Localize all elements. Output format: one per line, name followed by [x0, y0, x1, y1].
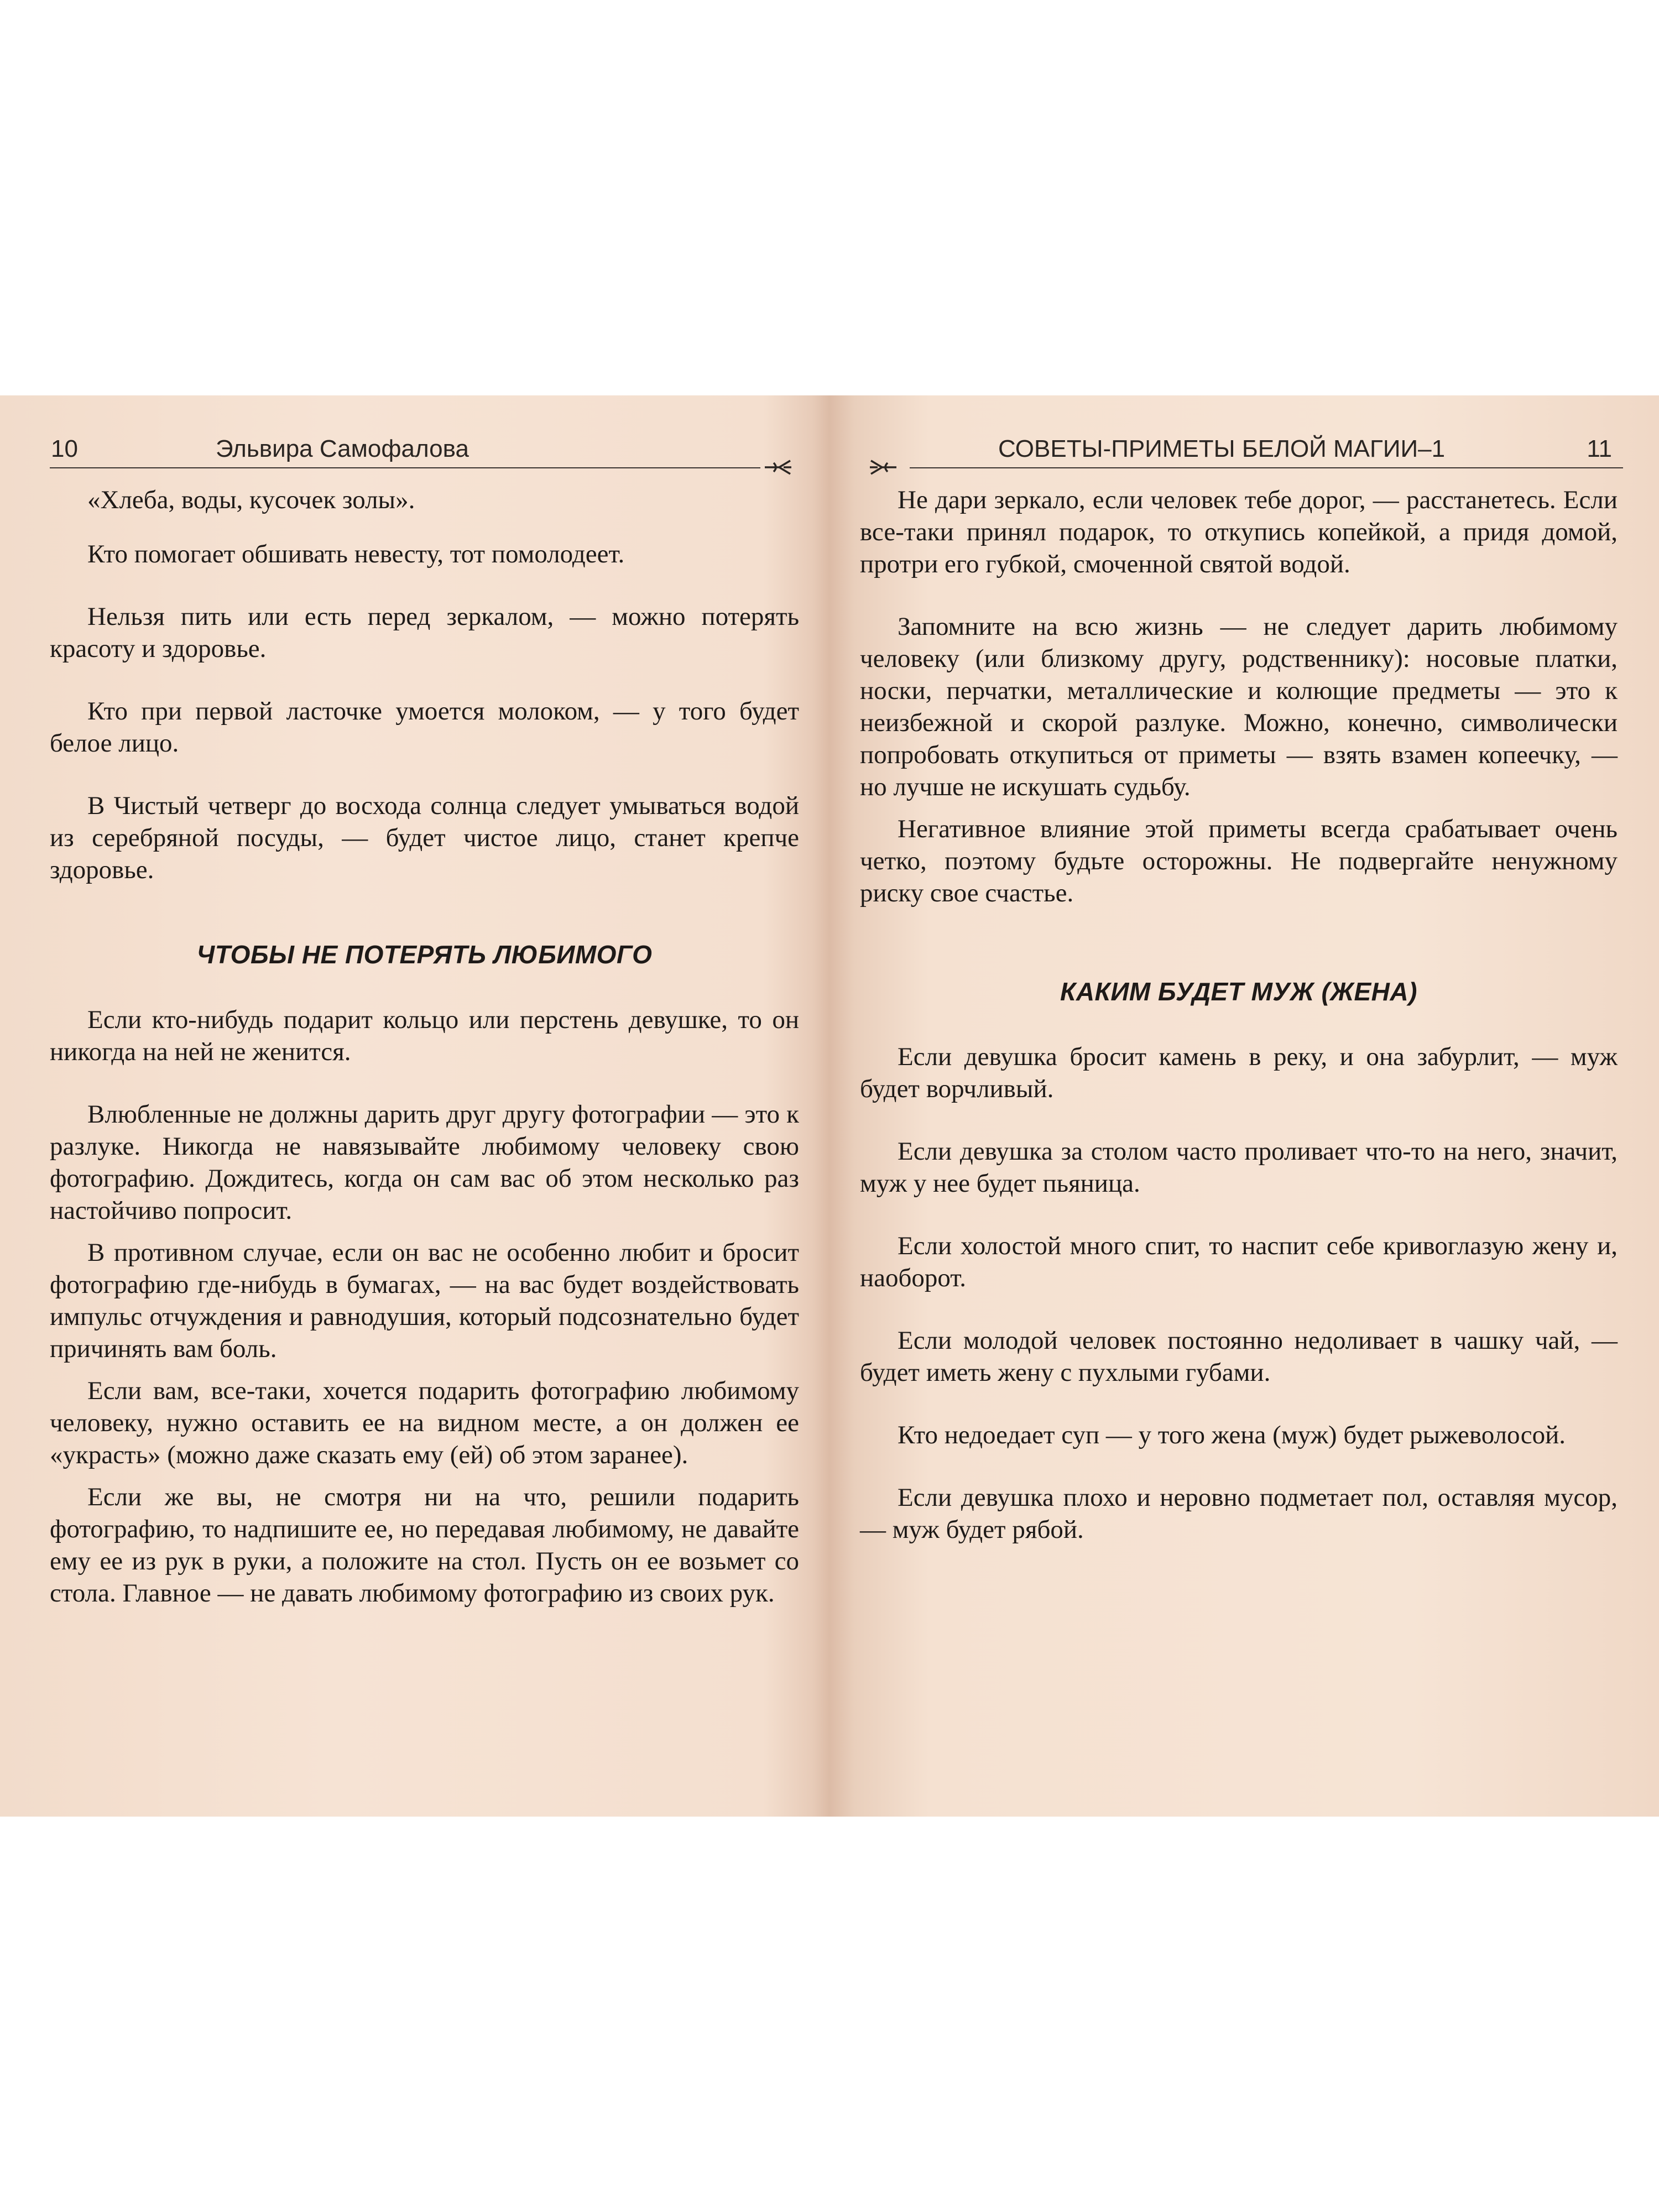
paragraph: Если вам, все-таки, хочется подарить фотографию любимому человеку, нужно оставить ее на видном месте, а он должен ее «украсть» (можно даже сказать ему (ей) об этом заранее).: [50, 1376, 799, 1469]
running-head: Эльвира Самофалова: [216, 435, 469, 462]
paragraph: Запомните на всю жизнь — не следует дарить любимому человеку (или близкому другу, родственнику): носовые платки, носки, перчатки, металлические и колющие предметы — это к неизбежной и скорой разлуке. Можно, конечно, символически попробовать откупиться от приметы — взять взамен копеечку, — но лучше не искушать судьбу.: [860, 612, 1618, 801]
page-number: 10: [51, 435, 78, 462]
section-heading: ЧТОБЫ НЕ ПОТЕРЯТЬ ЛЮБИМОГО: [196, 940, 653, 969]
paragraph: Если молодой человек постоянно недоливает в чашку чай, — будет иметь жену с пухлыми губами.: [860, 1326, 1618, 1387]
page-header: [50, 430, 799, 468]
paragraph: Кто недоедает суп — у того жена (муж) будет рыжеволосой.: [898, 1421, 1566, 1449]
section-heading: КАКИМ БУДЕТ МУЖ (ЖЕНА): [1060, 977, 1417, 1006]
left-page: [50, 395, 799, 1817]
page-body: [50, 484, 799, 1619]
right-page: [860, 395, 1623, 1817]
paragraph: Если девушка плохо и неровно подметает пол, оставляя мусор, — муж будет рябой.: [860, 1483, 1618, 1544]
page-body: [860, 484, 1618, 1576]
page-number: 11: [1587, 435, 1612, 462]
paragraph: Не дари зеркало, если человек тебе дорог, — расстанетесь. Если все-таки принял подарок, то откупись копейкой, а придя домой, протри его губкой, смоченной святой водой.: [860, 486, 1618, 578]
running-head: СОВЕТЫ-ПРИМЕТЫ БЕЛОЙ МАГИИ–1: [998, 435, 1446, 462]
paragraph: В противном случае, если он вас не особенно любит и бросит фотографию где-нибудь в бумагах, — на вас будет воздействовать импульс отчуждения и равнодушия, который подсознательно будет причинять вам боль.: [50, 1238, 799, 1363]
paragraph: Если же вы, не смотря ни на что, решили подарить фотографию, то надпишите ее, но передавая любимому, не давайте ему ее из рук в руки, а положите на стол. Пусть он ее возьмет со стола. Главное — не давать любимому фотографию из своих рук.: [50, 1483, 799, 1608]
paragraph: Кто помогает обшивать невесту, тот помолодеет.: [87, 540, 625, 568]
paragraph: Если кто-нибудь подарит кольцо или перстень девушке, то он никогда на ней не женится.: [50, 1005, 799, 1066]
paragraph: Влюбленные не должны дарить друг другу фотографии — это к разлуке. Никогда не навязывайте любимому человеку свою фотографию. Дождитесь, когда он сам вас об этом несколько раз настойчиво попросит.: [50, 1100, 799, 1225]
paragraph: Нельзя пить или есть перед зеркалом, — можно потерять красоту и здоровье.: [50, 602, 799, 663]
header-rule: [910, 467, 1623, 468]
paragraph: Кто при первой ласточке умоется молоком, — у того будет белое лицо.: [50, 697, 799, 758]
paragraph: Негативное влияние этой приметы всегда срабатывает очень четко, поэтому будьте осторожны. Не подвергайте ненужному риску свое счастье.: [860, 815, 1618, 907]
paragraph: «Хлеба, воды, кусочек золы».: [87, 486, 415, 514]
header-rule: [50, 467, 760, 468]
book-spread: [0, 395, 1659, 1817]
paragraph: В Чистый четверг до восхода солнца следует умываться водой из серебряной посуды, — будет чистое лицо, станет крепче здоровье.: [50, 791, 799, 884]
ornament-icon: [868, 456, 899, 478]
paragraph: Если холостой много спит, то наспит себе кривоглазую жену и, наоборот.: [860, 1232, 1618, 1292]
ornament-icon: [763, 456, 794, 478]
paragraph: Если девушка за столом часто проливает что-то на него, значит, муж у нее будет пьяница.: [860, 1137, 1618, 1198]
paragraph: Если девушка бросит камень в реку, и она забурлит, — муж будет ворчливый.: [860, 1042, 1618, 1103]
page-header: [860, 430, 1623, 468]
